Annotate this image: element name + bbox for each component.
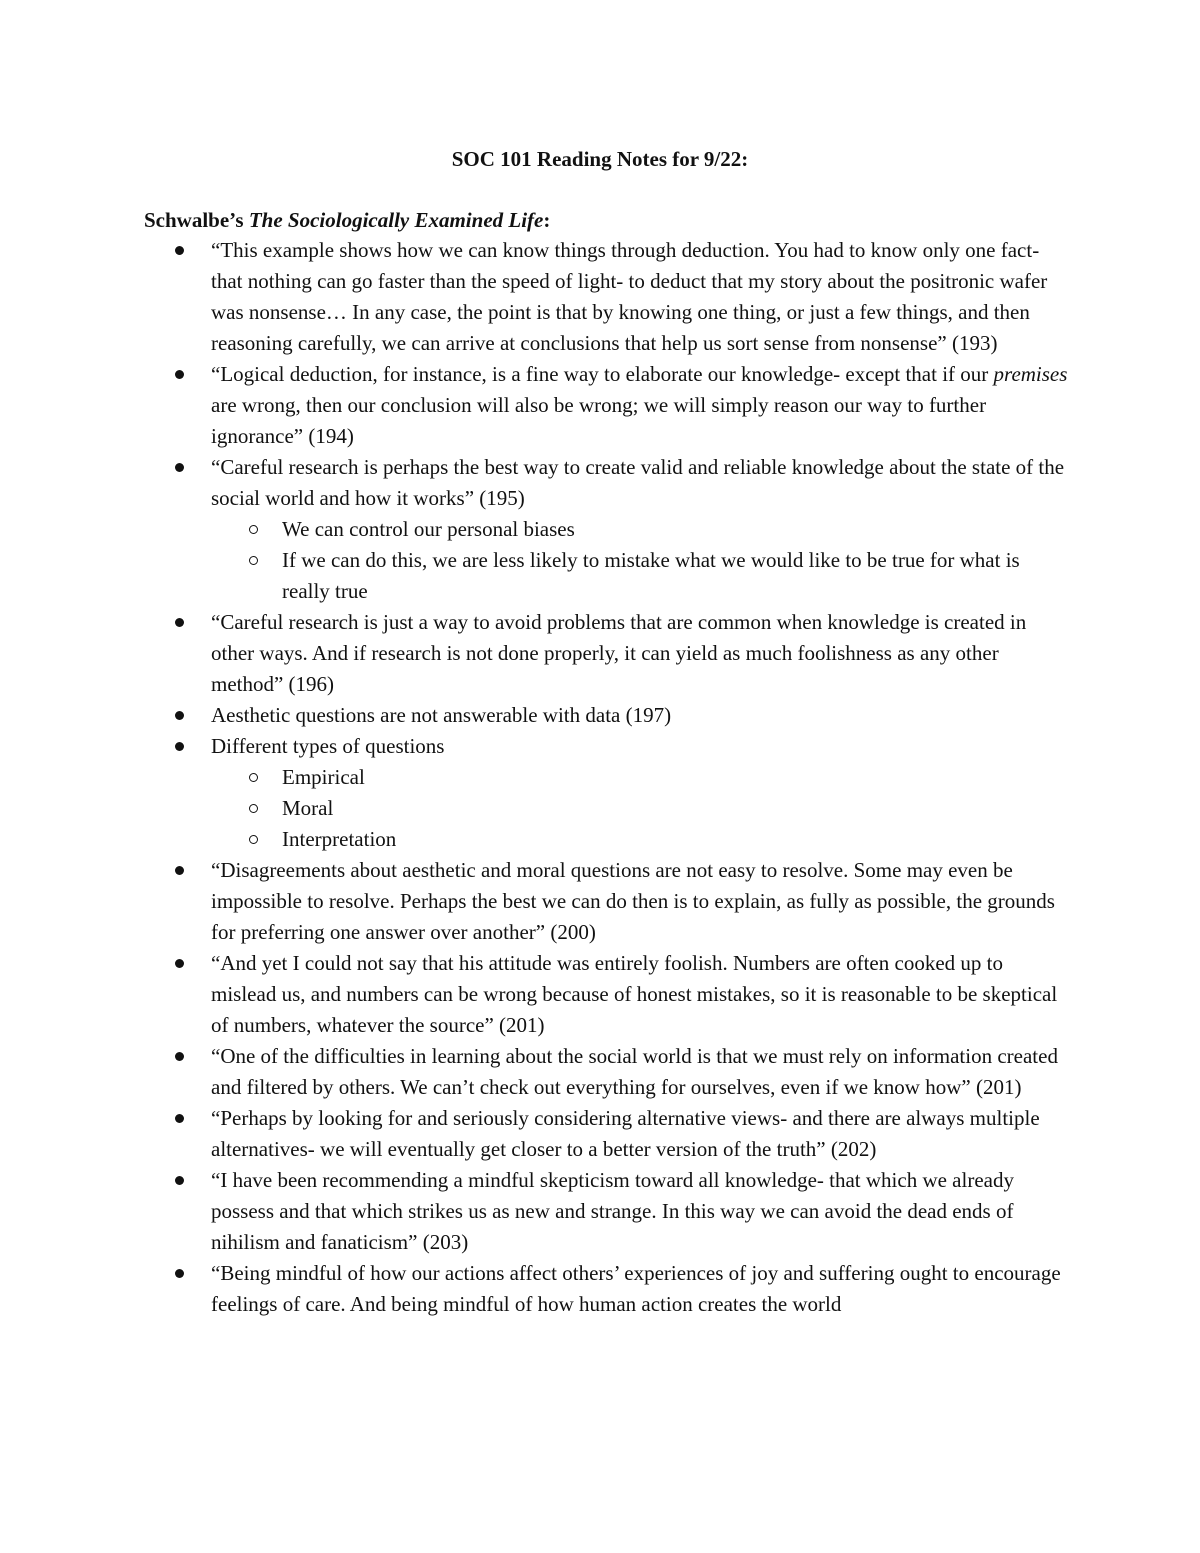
note-text: “Careful research is just a way to avoid problems that are common when knowledge is created in other ways. And if research is not done properly, it can yield as much foolishness as any other method” (196) xyxy=(211,610,1027,696)
note-text: Different types of questions xyxy=(211,734,445,758)
bullet-icon xyxy=(175,1176,184,1185)
list-item xyxy=(211,700,1071,731)
bullet-icon xyxy=(175,959,184,968)
list-item xyxy=(211,359,1071,452)
circle-bullet-icon xyxy=(249,835,258,844)
list-item xyxy=(211,948,1071,1041)
list-item xyxy=(211,855,1071,948)
note-text: “Disagreements about aesthetic and moral questions are not easy to resolve. Some may even be impossible to resolve. Perhaps the best we can do then is to explain, as fully as possible, the grounds for preferring one answer over another” (200) xyxy=(211,858,1055,944)
note-text: “Logical deduction, for instance, is a fine way to elaborate our knowledge- except that if our xyxy=(211,362,994,386)
circle-bullet-icon xyxy=(249,804,258,813)
note-text: “Careful research is perhaps the best way to create valid and reliable knowledge about the state of the social world and how it works” (195) xyxy=(211,455,1065,510)
bullet-icon xyxy=(175,463,184,472)
note-text: If we can do this, we are less likely to mistake what we would like to be true for what is really true xyxy=(282,548,1020,603)
note-text: Moral xyxy=(282,796,334,820)
note-text: We can control our personal biases xyxy=(282,517,575,541)
note-text: Interpretation xyxy=(282,827,397,851)
section-heading xyxy=(144,205,550,236)
bullet-icon xyxy=(175,1052,184,1061)
bullet-icon xyxy=(175,742,184,751)
note-text: “One of the difficulties in learning about the social world is that we must rely on information created and filtered by others. We can’t check out everything for ourselves, even if we know how” (201) xyxy=(211,1044,1058,1099)
bullet-icon xyxy=(175,711,184,720)
bullet-icon xyxy=(175,246,184,255)
note-text: Aesthetic questions are not answerable with data (197) xyxy=(211,703,672,727)
note-text: “This example shows how we can know things through deduction. You had to know only one fact- that nothing can go faster than the speed of light- to deduct that my story about the positronic wafer was nonsense… In any case, the point is that by knowing one thing, or just a few things, and then reasoning carefully, we can arrive at conclusions that help us sort sense from nonsense” (193) xyxy=(211,238,1048,355)
sub-list-item xyxy=(282,545,1072,607)
list-item xyxy=(211,607,1071,700)
bullet-icon xyxy=(175,866,184,875)
note-text: “I have been recommending a mindful skepticism toward all knowledge- that which we already possess and that which strikes us as new and strange. In this way we can avoid the dead ends of nihilism and fanaticism” (203) xyxy=(211,1168,1014,1254)
author-prefix: Schwalbe’s xyxy=(144,208,249,232)
circle-bullet-icon xyxy=(249,773,258,782)
list-item xyxy=(211,1041,1071,1103)
sub-list-item xyxy=(282,793,1072,824)
bullet-icon xyxy=(175,1269,184,1278)
notes-list xyxy=(0,235,1200,1320)
note-text: are wrong, then our conclusion will also be wrong; we will simply reason our way to further ignorance” (194) xyxy=(211,393,987,448)
note-text: “Being mindful of how our actions affect others’ experiences of joy and suffering ought to encourage feelings of care. And being mindful of how human action creates the world xyxy=(211,1261,1061,1316)
note-text: “Perhaps by looking for and seriously considering alternative views- and there are always multiple alternatives- we will eventually get closer to a better version of the truth” (202) xyxy=(211,1106,1040,1161)
circle-bullet-icon xyxy=(249,525,258,534)
document-title: SOC 101 Reading Notes for 9/22: xyxy=(451,147,749,171)
sub-list-item xyxy=(282,514,1072,545)
list-item xyxy=(211,1165,1071,1258)
note-text: Empirical xyxy=(282,765,365,789)
list-item xyxy=(211,731,1071,762)
note-emphasis: premises xyxy=(993,362,1068,386)
list-item xyxy=(211,235,1071,359)
bullet-icon xyxy=(175,1114,184,1123)
list-item xyxy=(211,452,1071,514)
heading-suffix: : xyxy=(543,208,551,232)
list-item xyxy=(211,1103,1071,1165)
sub-list-item xyxy=(282,824,1072,855)
note-text: “And yet I could not say that his attitude was entirely foolish. Numbers are often cooked up to mislead us, and numbers can be wrong because of honest mistakes, so it is reasonable to be skeptical of numbers, whatever the source” (201) xyxy=(211,951,1058,1037)
list-item xyxy=(211,1258,1071,1320)
circle-bullet-icon xyxy=(249,556,258,565)
sub-list-item xyxy=(282,762,1072,793)
bullet-icon xyxy=(175,370,184,379)
bullet-icon xyxy=(175,618,184,627)
book-title: The Sociologically Examined Life xyxy=(248,208,544,232)
